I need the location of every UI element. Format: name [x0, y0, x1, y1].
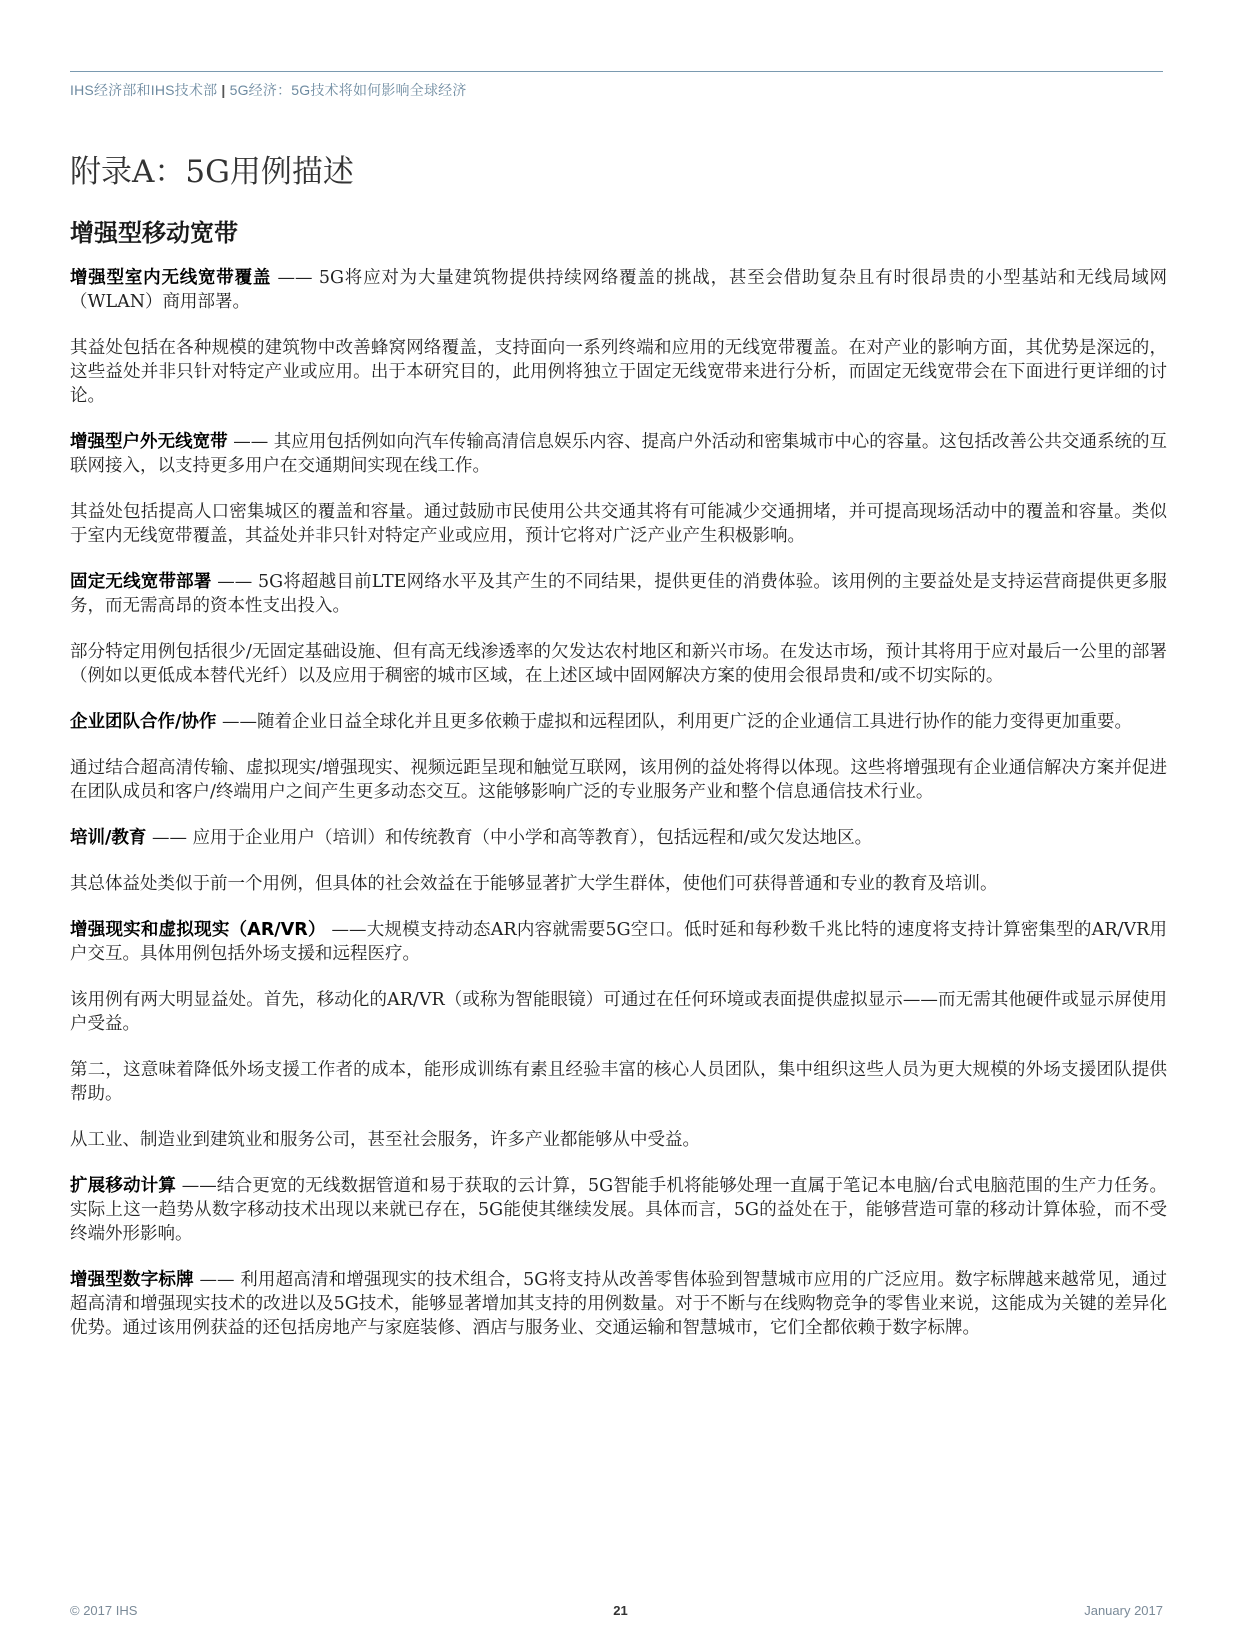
paragraph-text: —— 5G将应对为大量建筑物提供持续网络覆盖的挑战，甚至会借助复杂且有时很昂贵的小型基站和无线局域网（WLAN）商用部署。	[70, 268, 1167, 312]
use-case-term: 增强型数字标牌	[70, 1270, 194, 1290]
page-title: 附录A：5G用例描述	[70, 154, 354, 190]
use-case-term: 固定无线宽带部署	[70, 572, 212, 592]
paragraph	[70, 1174, 1167, 1246]
use-case-term: 扩展移动计算	[70, 1176, 177, 1196]
paragraph	[70, 1268, 1167, 1340]
footer-copyright: © 2017 IHS	[70, 1603, 138, 1618]
paragraph	[70, 988, 1167, 1036]
paragraph	[70, 266, 1167, 314]
paragraph-text: 其益处包括提高人口密集城区的覆盖和容量。通过鼓励市民使用公共交通其将有可能减少交通拥堵，并可提高现场活动中的覆盖和容量。类似于室内无线宽带覆盖，其益处并非只针对特定产业或应用，预计它将对广泛产业产生积极影响。	[70, 502, 1167, 546]
paragraph-text: 该用例有两大明显益处。首先，移动化的AR/VR（或称为智能眼镜）可通过在任何环境或表面提供虚拟显示——而无需其他硬件或显示屏使用户受益。	[70, 990, 1167, 1034]
paragraph-text: 从工业、制造业到建筑业和服务公司，甚至社会服务，许多产业都能够从中受益。	[70, 1130, 700, 1150]
paragraph-text: —— 应用于企业用户（培训）和传统教育（中小学和高等教育），包括远程和/或欠发达地区。	[146, 828, 873, 848]
footer-date: January 2017	[1084, 1603, 1163, 1618]
paragraph-text: —— 利用超高清和增强现实的技术组合，5G将支持从改善零售体验到智慧城市应用的广泛应用。数字标牌越来越常见，通过超高清和增强现实技术的改进以及5G技术，能够显著增加其支持的用例数量。对于不断与在线购物竞争的零售业来说，这能成为关键的差异化优势。通过该用例获益的还包括房地产与家庭装修、酒店与服务业、交通运输和智慧城市，它们全都依赖于数字标牌。	[70, 1270, 1167, 1338]
paragraph	[70, 570, 1167, 618]
paragraph-text: 通过结合超高清传输、虚拟现实/增强现实、视频远距呈现和触觉互联网，该用例的益处将得以体现。这些将增强现有企业通信解决方案并促进在团队成员和客户/终端用户之间产生更多动态交互。这能够影响广泛的专业服务产业和整个信息通信技术行业。	[70, 758, 1167, 802]
paragraph	[70, 500, 1167, 548]
paragraph-text: —— 5G将超越目前LTE网络水平及其产生的不同结果，提供更佳的消费体验。该用例的主要益处是支持运营商提供更多服务，而无需高昂的资本性支出投入。	[70, 572, 1167, 616]
paragraph	[70, 336, 1167, 408]
use-case-term: 企业团队合作/协作	[70, 712, 217, 732]
use-case-term: 增强现实和虚拟现实（AR/VR）	[70, 920, 326, 940]
paragraph-text: ——结合更宽的无线数据管道和易于获取的云计算，5G智能手机将能够处理一直属于笔记本电脑/台式电脑范围的生产力任务。实际上这一趋势从数字移动技术出现以来就已存在，5G能使其继续发展。具体而言，5G的益处在于，能够营造可靠的移动计算体验，而不受终端外形影响。	[70, 1176, 1167, 1244]
paragraph-text: 部分特定用例包括很少/无固定基础设施、但有高无线渗透率的欠发达农村地区和新兴市场。在发达市场，预计其将用于应对最后一公里的部署（例如以更低成本替代光纤）以及应用于稠密的城市区域，在上述区域中固网解决方案的使用会很昂贵和/或不切实际的。	[70, 642, 1167, 686]
body-content	[70, 266, 1167, 1362]
paragraph-text: ——大规模支持动态AR内容就需要5G空口。低时延和每秒数千兆比特的速度将支持计算密集型的AR/VR用户交互。具体用例包括外场支援和远程医疗。	[70, 920, 1167, 964]
header-separator: |	[221, 82, 226, 98]
use-case-term: 增强型户外无线宽带	[70, 432, 228, 452]
use-case-term: 培训/教育	[70, 828, 147, 848]
paragraph	[70, 872, 1167, 896]
paragraph-text: ——随着企业日益全球化并且更多依赖于虚拟和远程团队，利用更广泛的企业通信工具进行协作的能力变得更加重要。	[216, 712, 1132, 732]
paragraph-text: 其益处包括在各种规模的建筑物中改善蜂窝网络覆盖，支持面向一系列终端和应用的无线宽带覆盖。在对产业的影响方面，其优势是深远的，这些益处并非只针对特定产业或应用。出于本研究目的，此用例将独立于固定无线宽带来进行分析，而固定无线宽带会在下面进行更详细的讨论。	[70, 338, 1167, 406]
footer-page-number: 21	[613, 1603, 628, 1618]
section-title: 增强型移动宽带	[70, 219, 238, 247]
header-org: IHS经济部和IHS技术部	[70, 82, 218, 98]
paragraph	[70, 1128, 1167, 1152]
paragraph	[70, 1058, 1167, 1106]
paragraph	[70, 710, 1167, 734]
paragraph-text: 第二，这意味着降低外场支援工作者的成本，能形成训练有素且经验丰富的核心人员团队，集中组织这些人员为更大规模的外场支援团队提供帮助。	[70, 1060, 1167, 1104]
paragraph	[70, 826, 1167, 850]
paragraph-text: 其总体益处类似于前一个用例，但具体的社会效益在于能够显著扩大学生群体，使他们可获得普通和专业的教育及培训。	[70, 874, 998, 894]
paragraph	[70, 640, 1167, 688]
use-case-term: 增强型室内无线宽带覆盖	[70, 268, 272, 288]
header-rule	[70, 71, 1163, 72]
running-header	[70, 80, 467, 100]
paragraph	[70, 430, 1167, 478]
header-report-title: 5G经济：5G技术将如何影响全球经济	[229, 82, 467, 98]
paragraph-text: —— 其应用包括例如向汽车传输高清信息娱乐内容、提高户外活动和密集城市中心的容量。这包括改善公共交通系统的互联网接入，以支持更多用户在交通期间实现在线工作。	[70, 432, 1168, 476]
paragraph	[70, 756, 1167, 804]
paragraph	[70, 918, 1167, 966]
